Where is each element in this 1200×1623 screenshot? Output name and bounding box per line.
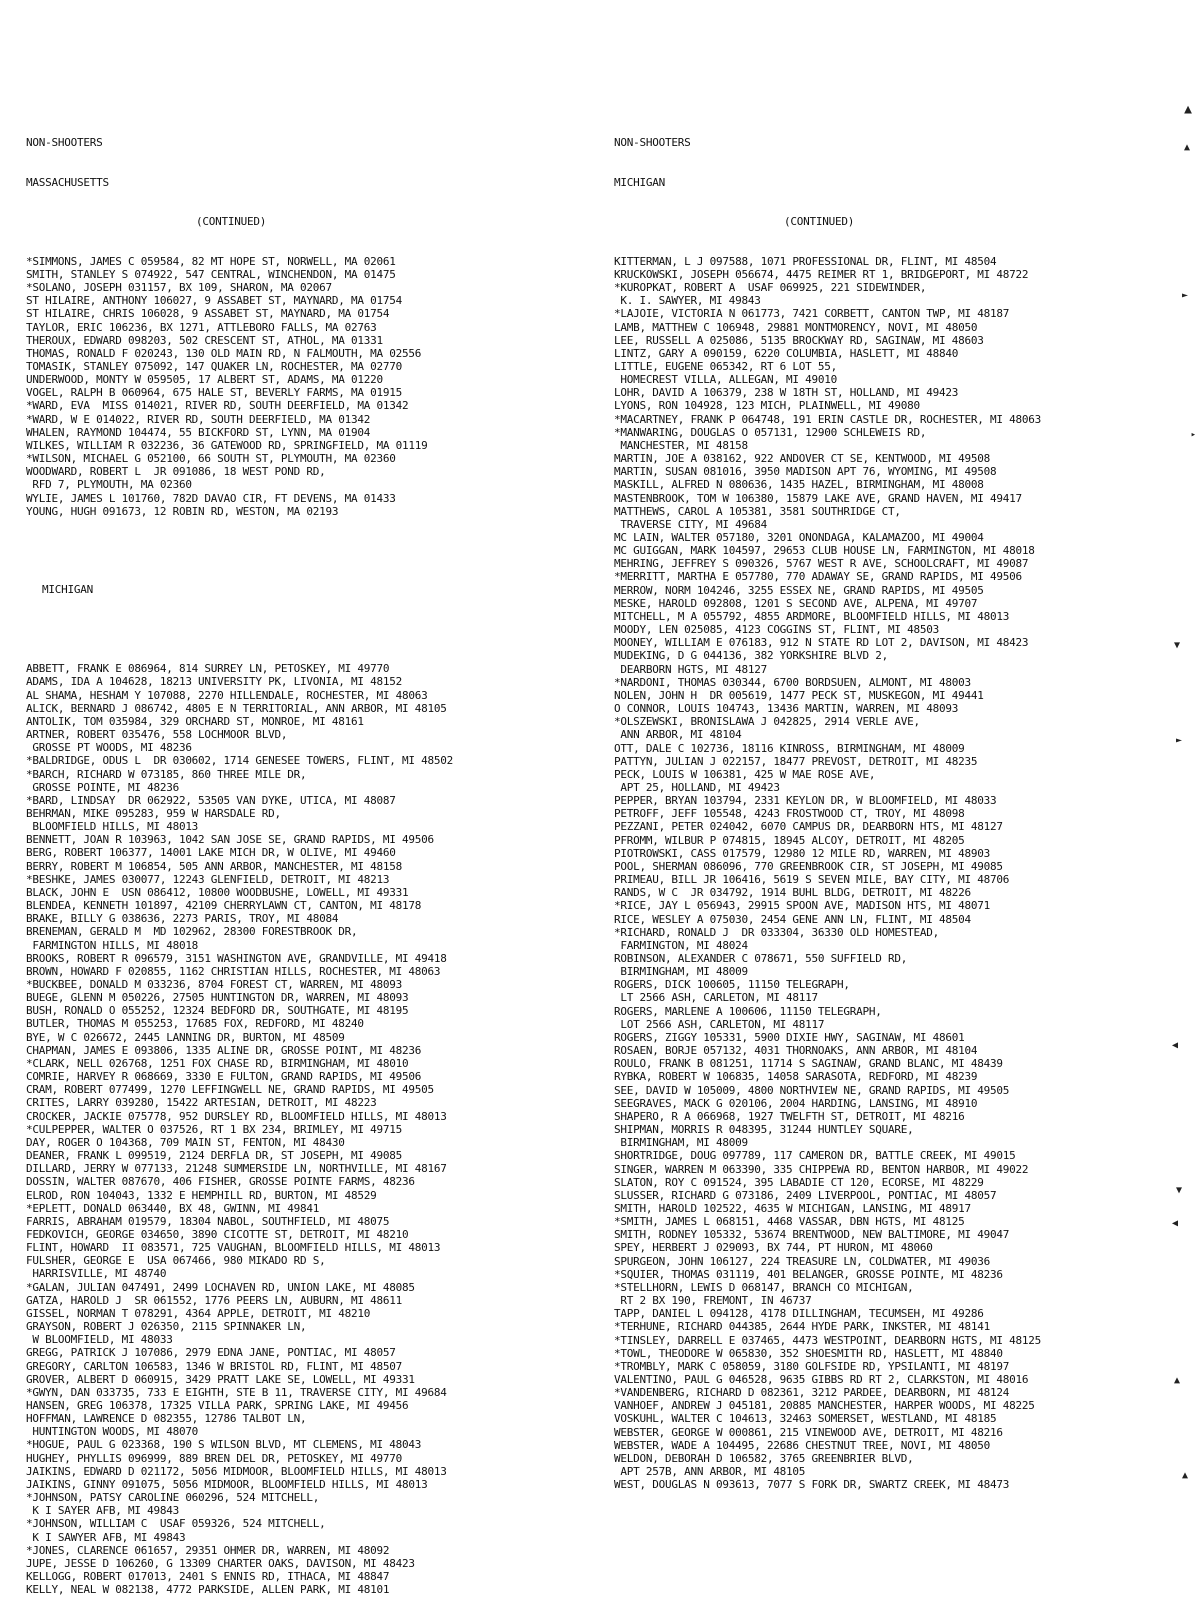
list-item: RYBKA, ROBERT W 106835, 14058 SARASOTA, REDFORD, MI 48239 xyxy=(614,1070,978,1084)
margin-arrow-icon: ► xyxy=(1181,290,1188,301)
list-item: WHALEN, RAYMOND 104474, 55 BICKFORD ST, LYNN, MA 01904 xyxy=(26,425,371,439)
margin-arrow-icon: ▲ xyxy=(1184,102,1192,117)
list-item: ABBETT, FRANK E 086964, 814 SURREY LN, PETOSKEY, MI 49770 xyxy=(26,662,390,676)
list-item: *TROMBLY, MARK C 058059, 3180 GOLFSIDE RD, YPSILANTI, MI 48197 xyxy=(614,1359,1010,1373)
list-item: SHORTRIDGE, DOUG 097789, 117 CAMERON DR, BATTLE CREEK, MI 49015 xyxy=(614,1149,1016,1163)
list-item: ROSAEN, BORJE 057132, 4031 THORNOAKS, ANN ARBOR, MI 48104 xyxy=(614,1044,978,1058)
left-entries-massachusetts xyxy=(26,255,596,518)
list-item: LITTLE, EUGENE 065342, RT 6 LOT 55, xyxy=(614,359,838,373)
list-item: PETROFF, JEFF 105548, 4243 FROSTWOOD CT, TROY, MI 48098 xyxy=(614,807,965,821)
list-item: VALENTINO, PAUL G 046528, 9635 GIBBS RD RT 2, CLARKSTON, MI 48016 xyxy=(614,1373,1029,1386)
list-item: OTT, DALE C 102736, 18116 KINROSS, BIRMINGHAM, MI 48009 xyxy=(614,741,965,755)
margin-marks xyxy=(1170,0,1200,1565)
list-item: YOUNG, HUGH 091673, 12 ROBIN RD, WESTON, MA 02193 xyxy=(26,504,339,518)
list-item: TRAVERSE CITY, MI 49684 xyxy=(614,517,767,531)
spacer xyxy=(26,623,596,636)
list-item: W BLOOMFIELD, MI 48033 xyxy=(26,1333,173,1347)
list-item: SMITH, STANLEY S 074922, 547 CENTRAL, WINCHENDON, MA 01475 xyxy=(26,267,396,281)
list-item: WILKES, WILLIAM R 032236, 36 GATEWOOD RD, SPRINGFIELD, MA 01119 xyxy=(26,438,428,452)
list-item: *MANWARING, DOUGLAS O 057131, 12900 SCHLEWEIS RD, xyxy=(614,425,927,439)
list-item: GROSSE POINTE, MI 48236 xyxy=(26,780,179,794)
list-item: *CLARK, NELL 026768, 1251 FOX CHASE RD, BIRMINGHAM, MI 48010 xyxy=(26,1056,409,1070)
list-item: *TINSLEY, DARRELL E 037465, 4473 WESTPOINT, DEARBORN HGTS, MI 48125 xyxy=(614,1333,1041,1347)
list-item: MOONEY, WILLIAM E 076183, 912 N STATE RD LOT 2, DAVISON, MI 48423 xyxy=(614,636,1029,650)
list-item: SLUSSER, RICHARD G 073186, 2409 LIVERPOOL, PONTIAC, MI 48057 xyxy=(614,1188,997,1202)
list-item: *SIMMONS, JAMES C 059584, 82 MT HOPE ST, NORWELL, MA 02061 xyxy=(26,254,396,268)
list-item: WYLIE, JAMES L 101760, 782D DAVAO CIR, FT DEVENS, MA 01433 xyxy=(26,491,396,505)
list-item: *KUROPKAT, ROBERT A USAF 069925, 221 SIDEWINDER, xyxy=(614,281,927,295)
list-item: PEPPER, BRYAN 103794, 2331 KEYLON DR, W BLOOMFIELD, MI 48033 xyxy=(614,794,997,808)
list-item: ROGERS, ZIGGY 105331, 5900 DIXIE HWY, SAGINAW, MI 48601 xyxy=(614,1030,965,1044)
list-item: K I SAYER AFB, MI 49843 xyxy=(26,1504,179,1518)
list-item: ANTOLIK, TOM 035984, 329 ORCHARD ST, MONROE, MI 48161 xyxy=(26,714,364,728)
list-item: *SQUIER, THOMAS 031119, 401 BELANGER, GROSSE POINTE, MI 48236 xyxy=(614,1267,1003,1281)
list-item: LINTZ, GARY A 090159, 6220 COLUMBIA, HASLETT, MI 48840 xyxy=(614,346,959,360)
list-item: MC LAIN, WALTER 057180, 3201 ONONDAGA, KALAMAZOO, MI 49004 xyxy=(614,531,984,544)
list-item: *WILSON, MICHAEL G 052100, 66 SOUTH ST, PLYMOUTH, MA 02360 xyxy=(26,452,396,466)
list-item: DAY, ROGER O 104368, 709 MAIN ST, FENTON, MI 48430 xyxy=(26,1135,345,1149)
list-item: DILLARD, JERRY W 077133, 21248 SUMMERSIDE LN, NORTHVILLE, MI 48167 xyxy=(26,1162,447,1176)
list-item: *BUCKBEE, DONALD M 033236, 8704 FOREST CT, WARREN, MI 48093 xyxy=(26,978,402,991)
list-item: PEZZANI, PETER 024042, 6070 CAMPUS DR, DEARBORN HTS, MI 48127 xyxy=(614,820,1003,834)
list-item: POOL, SHERMAN 086096, 770 GREENBROOK CIR, ST JOSEPH, MI 49085 xyxy=(614,859,1003,873)
list-item: RICE, WESLEY A 075030, 2454 GENE ANN LN, FLINT, MI 48504 xyxy=(614,912,971,926)
list-item: ST HILAIRE, ANTHONY 106027, 9 ASSABET ST, MAYNARD, MA 01754 xyxy=(26,294,402,308)
list-item: PFROMM, WILBUR P 074815, 18945 ALCOY, DETROIT, MI 48205 xyxy=(614,833,965,847)
list-item: GISSEL, NORMAN T 078291, 4364 APPLE, DETROIT, MI 48210 xyxy=(26,1306,371,1320)
margin-arrow-icon: ► xyxy=(1175,735,1182,746)
list-item: FLINT, HOWARD II 083571, 725 VAUGHAN, BLOOMFIELD HILLS, MI 48013 xyxy=(26,1241,441,1255)
list-item: COMRIE, HARVEY R 068669, 3330 E FULTON, GRAND RAPIDS, MI 49506 xyxy=(26,1070,422,1084)
list-item: KELLY, NEAL W 082138, 4772 PARKSIDE, ALLEN PARK, MI 48101 xyxy=(26,1583,390,1597)
list-item: APT 257B, ANN ARBOR, MI 48105 xyxy=(614,1465,806,1479)
margin-arrow-icon: ▼ xyxy=(1175,1185,1182,1196)
list-item: BRAKE, BILLY G 038636, 2273 PARIS, TROY, MI 48084 xyxy=(26,912,339,926)
section-heading-michigan: MICHIGAN xyxy=(42,583,93,597)
list-item: WEBSTER, WADE A 104495, 22686 CHESTNUT TREE, NOVI, MI 48050 xyxy=(614,1438,990,1452)
list-item: MESKE, HAROLD 092808, 1201 S SECOND AVE, ALPENA, MI 49707 xyxy=(614,596,978,610)
list-item: MEHRING, JEFFREY S 090326, 5767 WEST R AVE, SCHOOLCRAFT, MI 49087 xyxy=(614,557,1029,571)
list-item: FEDKOVICH, GEORGE 034650, 3890 CICOTTE ST, DETROIT, MI 48210 xyxy=(26,1227,409,1241)
list-item: ROBINSON, ALEXANDER C 078671, 550 SUFFIELD RD, xyxy=(614,952,908,965)
list-item: KRUCKOWSKI, JOSEPH 056674, 4475 REIMER RT 1, BRIDGEPORT, MI 48722 xyxy=(614,267,1029,281)
list-item: K I SAWYER AFB, MI 49843 xyxy=(26,1530,186,1544)
list-item: JAIKINS, GINNY 091075, 5056 MIDMOOR, BLOOMFIELD HILLS, MI 48013 xyxy=(26,1477,428,1491)
list-item: KITTERMAN, L J 097588, 1071 PROFESSIONAL DR, FLINT, MI 48504 xyxy=(614,254,997,268)
left-column xyxy=(26,110,596,1623)
list-item: SMITH, RODNEY 105332, 53674 BRENTWOOD, NEW BALTIMORE, MI 49047 xyxy=(614,1228,1010,1242)
list-item: LOHR, DAVID A 106379, 238 W 18TH ST, HOLLAND, MI 49423 xyxy=(614,386,959,400)
list-item: MANCHESTER, MI 48158 xyxy=(614,438,748,452)
list-item: PECK, LOUIS W 106381, 425 W MAE ROSE AVE, xyxy=(614,767,876,781)
list-item: MASTENBROOK, TOM W 106380, 15879 LAKE AVE, GRAND HAVEN, MI 49417 xyxy=(614,491,1022,505)
list-item: BUSH, RONALD O 055252, 12324 BEDFORD DR, SOUTHGATE, MI 48195 xyxy=(26,1004,409,1018)
list-item: WELDON, DEBORAH D 106582, 3765 GREENBRIER BLVD, xyxy=(614,1451,914,1465)
list-item: *MERRITT, MARTHA E 057780, 770 ADAWAY SE, GRAND RAPIDS, MI 49506 xyxy=(614,570,1022,584)
list-item: *WARD, W E 014022, RIVER RD, SOUTH DEERFIELD, MA 01342 xyxy=(26,412,371,426)
right-continued: (CONTINUED) xyxy=(784,215,855,229)
margin-arrow-icon: ▲ xyxy=(1173,1375,1180,1386)
list-item: *JONES, CLARENCE 061657, 29351 OHMER DR, WARREN, MI 48092 xyxy=(26,1543,390,1557)
list-item: GROSSE PT WOODS, MI 48236 xyxy=(26,741,192,755)
list-item: MERROW, NORM 104246, 3255 ESSEX NE, GRAND RAPIDS, MI 49505 xyxy=(614,583,984,597)
list-item: *HOGUE, PAUL G 023368, 190 S WILSON BLVD, MT CLEMENS, MI 48043 xyxy=(26,1438,422,1452)
list-item: *SMITH, JAMES L 068151, 4468 VASSAR, DBN HGTS, MI 48125 xyxy=(614,1215,965,1229)
list-item: APT 25, HOLLAND, MI 49423 xyxy=(614,780,780,794)
list-item: ALICK, BERNARD J 086742, 4805 E N TERRITORIAL, ANN ARBOR, MI 48105 xyxy=(26,701,447,715)
list-item: CRAM, ROBERT 077499, 1270 LEFFINGWELL NE, GRAND RAPIDS, MI 49505 xyxy=(26,1083,434,1097)
list-item: GROVER, ALBERT D 060915, 3429 PRATT LAKE SE, LOWELL, MI 49331 xyxy=(26,1372,415,1386)
list-item: GRAYSON, ROBERT J 026350, 2115 SPINNAKER LN, xyxy=(26,1320,307,1334)
list-item: BEHRMAN, MIKE 095283, 959 W HARSDALE RD, xyxy=(26,806,281,820)
list-item: BIRMINGHAM, MI 48009 xyxy=(614,965,748,979)
left-heading: NON-SHOOTERS xyxy=(26,136,103,150)
list-item: CHAPMAN, JAMES E 093806, 1335 ALINE DR, GROSSE POINT, MI 48236 xyxy=(26,1043,422,1057)
list-item: ST HILAIRE, CHRIS 106028, 9 ASSABET ST, MAYNARD, MA 01754 xyxy=(26,307,390,321)
list-item: JAIKINS, EDWARD D 021172, 5056 MIDMOOR, BLOOMFIELD HILLS, MI 48013 xyxy=(26,1464,447,1478)
list-item: JUPE, JESSE D 106260, G 13309 CHARTER OAKS, DAVISON, MI 48423 xyxy=(26,1556,415,1570)
list-item: RANDS, W C JR 034792, 1914 BUHL BLDG, DETROIT, MI 48226 xyxy=(614,886,971,900)
list-item: DEANER, FRANK L 099519, 2124 DERFLA DR, ST JOSEPH, MI 49085 xyxy=(26,1149,402,1163)
margin-arrow-icon: ▲ xyxy=(1181,1470,1188,1481)
list-item: MUDEKING, D G 044136, 382 YORKSHIRE BLVD 2, xyxy=(614,649,889,663)
spacer xyxy=(26,544,596,557)
list-item: AL SHAMA, HESHAM Y 107088, 2270 HILLENDALE, ROCHESTER, MI 48063 xyxy=(26,688,428,702)
list-item: ARTNER, ROBERT 035476, 558 LOCHMOOR BLVD, xyxy=(26,728,288,742)
list-item: BERRY, ROBERT M 106854, 505 ANN ARBOR, MANCHESTER, MI 48158 xyxy=(26,859,402,873)
list-item: BROOKS, ROBERT R 096579, 3151 WASHINGTON AVE, GRANDVILLE, MI 49418 xyxy=(26,951,447,965)
list-item: K. I. SAWYER, MI 49843 xyxy=(614,294,761,308)
list-item: VOGEL, RALPH B 060964, 675 HALE ST, BEVERLY FARMS, MA 01915 xyxy=(26,386,402,400)
list-item: *SOLANO, JOSEPH 031157, BX 109, SHARON, MA 02067 xyxy=(26,281,332,295)
list-item: GREGORY, CARLTON 106583, 1346 W BRISTOL RD, FLINT, MI 48507 xyxy=(26,1359,402,1373)
margin-arrow-icon: ◀ xyxy=(1171,1040,1178,1051)
list-item: PRIMEAU, BILL JR 106416, 5619 S SEVEN MILE, BAY CITY, MI 48706 xyxy=(614,873,1010,887)
list-item: BLACK, JOHN E USN 086412, 10800 WOODBUSHE, LOWELL, MI 49331 xyxy=(26,885,409,899)
list-item: VANHOEF, ANDREW J 045181, 20885 MANCHESTER, HARPER WOODS, MI 48225 xyxy=(614,1399,1035,1413)
list-item: LYONS, RON 104928, 123 MICH, PLAINWELL, MI 49080 xyxy=(614,399,920,413)
right-entries-michigan xyxy=(614,255,1174,1492)
list-item: LT 2566 ASH, CARLETON, MI 48117 xyxy=(614,991,818,1005)
list-item: HUGHEY, PHYLLIS 096999, 889 BREN DEL DR, PETOSKEY, MI 49770 xyxy=(26,1451,402,1465)
list-item: SPEY, HERBERT J 029093, BX 744, PT HURON, MI 48060 xyxy=(614,1241,933,1255)
list-item: WEST, DOUGLAS N 093613, 7077 S FORK DR, SWARTZ CREEK, MI 48473 xyxy=(614,1478,1010,1492)
right-column xyxy=(614,110,1174,1518)
list-item: SPURGEON, JOHN 106127, 224 TREASURE LN, COLDWATER, MI 49036 xyxy=(614,1254,990,1268)
list-item: BERG, ROBERT 106377, 14001 LAKE MICH DR, W OLIVE, MI 49460 xyxy=(26,846,396,860)
list-item: HOFFMAN, LAWRENCE D 082355, 12786 TALBOT LN, xyxy=(26,1412,307,1426)
list-item: *RICHARD, RONALD J DR 033304, 36330 OLD HOMESTEAD, xyxy=(614,925,940,939)
list-item: *STELLHORN, LEWIS D 068147, BRANCH CO MICHIGAN, xyxy=(614,1280,914,1294)
margin-arrow-icon: ▼ xyxy=(1173,640,1180,651)
list-item: BLOOMFIELD HILLS, MI 48013 xyxy=(26,820,199,834)
list-item: HARRISVILLE, MI 48740 xyxy=(26,1267,167,1281)
list-item: LAMB, MATTHEW C 106948, 29881 MONTMORENCY, NOVI, MI 48050 xyxy=(614,320,978,334)
list-item: BIRMINGHAM, MI 48009 xyxy=(614,1136,748,1150)
right-state: MICHIGAN xyxy=(614,175,665,189)
list-item: MARTIN, SUSAN 081016, 3950 MADISON APT 76, WYOMING, MI 49508 xyxy=(614,465,997,479)
right-heading: NON-SHOOTERS xyxy=(614,136,691,150)
list-item: DEARBORN HGTS, MI 48127 xyxy=(614,662,767,676)
list-item: RT 2 BX 190, FREMONT, IN 46737 xyxy=(614,1294,812,1308)
list-item: *VANDENBERG, RICHARD D 082361, 3212 PARDEE, DEARBORN, MI 48124 xyxy=(614,1386,1010,1400)
list-item: PATTYN, JULIAN J 022157, 18477 PREVOST, DETROIT, MI 48235 xyxy=(614,754,978,768)
list-item: TAYLOR, ERIC 106236, BX 1271, ATTLEBORO FALLS, MA 02763 xyxy=(26,320,377,334)
list-item: *EPLETT, DONALD 063440, BX 48, GWINN, MI 49841 xyxy=(26,1201,320,1215)
list-item: *GALAN, JULIAN 047491, 2499 LOCHAVEN RD, UNION LAKE, MI 48085 xyxy=(26,1280,415,1294)
list-item: BLENDEA, KENNETH 101897, 42109 CHERRYLAWN CT, CANTON, MI 48178 xyxy=(26,899,422,913)
list-item: BROWN, HOWARD F 020855, 1162 CHRISTIAN HILLS, ROCHESTER, MI 48063 xyxy=(26,964,441,978)
list-item: UNDERWOOD, MONTY W 059505, 17 ALBERT ST, ADAMS, MA 01220 xyxy=(26,373,383,387)
list-item: *CULPEPPER, WALTER O 037526, RT 1 BX 234, BRIMLEY, MI 49715 xyxy=(26,1122,402,1136)
list-item: *JOHNSON, PATSY CAROLINE 060296, 524 MITCHELL, xyxy=(26,1491,320,1505)
list-item: MITCHELL, M A 055792, 4855 ARDMORE, BLOOMFIELD HILLS, MI 48013 xyxy=(614,609,1010,623)
list-item: *BESHKE, JAMES 030077, 12243 GLENFIELD, DETROIT, MI 48213 xyxy=(26,872,390,886)
list-item: BUEGE, GLENN M 050226, 27505 HUNTINGTON DR, WARREN, MI 48093 xyxy=(26,991,409,1005)
list-item: SEEGRAVES, MACK G 020106, 2004 HARDING, LANSING, MI 48910 xyxy=(614,1096,978,1110)
list-item: ROGERS, MARLENE A 100606, 11150 TELEGRAPH, xyxy=(614,1004,882,1018)
list-item: ADAMS, IDA A 104628, 18213 UNIVERSITY PK, LIVONIA, MI 48152 xyxy=(26,675,402,689)
list-item: TAPP, DANIEL L 094128, 4178 DILLINGHAM, TECUMSEH, MI 49286 xyxy=(614,1307,984,1321)
list-item: LEE, RUSSELL A 025086, 5135 BROCKWAY RD, SAGINAW, MI 48603 xyxy=(614,333,984,347)
list-item: O CONNOR, LOUIS 104743, 13436 MARTIN, WARREN, MI 48093 xyxy=(614,702,959,716)
list-item: SLATON, ROY C 091524, 395 LABADIE CT 120, ECORSE, MI 48229 xyxy=(614,1175,984,1189)
list-item: WOODWARD, ROBERT L JR 091086, 18 WEST POND RD, xyxy=(26,465,326,479)
list-item: SHAPERO, R A 066968, 1927 TWELFTH ST, DETROIT, MI 48216 xyxy=(614,1109,965,1123)
list-item: *BARCH, RICHARD W 073185, 860 THREE MILE DR, xyxy=(26,767,307,781)
list-item: FARRIS, ABRAHAM 019579, 18304 NABOL, SOUTHFIELD, MI 48075 xyxy=(26,1214,390,1228)
list-item: WEBSTER, GEORGE W 000861, 215 VINEWOOD AVE, DETROIT, MI 48216 xyxy=(614,1425,1003,1439)
list-item: MARTIN, JOE A 038162, 922 ANDOVER CT SE, KENTWOOD, MI 49508 xyxy=(614,452,990,466)
list-item: HANSEN, GREG 106378, 17325 VILLA PARK, SPRING LAKE, MI 49456 xyxy=(26,1399,409,1412)
list-item: *JOHNSON, WILLIAM C USAF 059326, 524 MITCHELL, xyxy=(26,1517,326,1531)
list-item: MC GUIGGAN, MARK 104597, 29653 CLUB HOUSE LN, FARMINGTON, MI 48018 xyxy=(614,544,1035,558)
list-item: ROULO, FRANK B 081251, 11714 S SAGINAW, GRAND BLANC, MI 48439 xyxy=(614,1057,1003,1071)
list-item: *OLSZEWSKI, BRONISLAWA J 042825, 2914 VERLE AVE, xyxy=(614,715,920,729)
margin-arrow-icon: ▲ xyxy=(1183,142,1190,153)
list-item: *NARDONI, THOMAS 030344, 6700 BORDSUEN, ALMONT, MI 48003 xyxy=(614,675,971,689)
list-item: SMITH, HAROLD 102522, 4635 W MICHIGAN, LANSING, MI 48917 xyxy=(614,1201,971,1215)
list-item: *RICE, JAY L 056943, 29915 SPOON AVE, MADISON HTS, MI 48071 xyxy=(614,899,990,913)
list-item: MOODY, LEN 025085, 4123 COGGINS ST, FLINT, MI 48503 xyxy=(614,623,940,637)
left-entries-michigan xyxy=(26,662,596,1596)
left-state: MASSACHUSETTS xyxy=(26,175,109,189)
left-continued: (CONTINUED) xyxy=(196,215,267,229)
list-item: HOMECREST VILLA, ALLEGAN, MI 49010 xyxy=(614,373,838,387)
margin-arrow-icon: ▸ xyxy=(1190,430,1196,440)
margin-arrow-icon: ◀ xyxy=(1171,1218,1178,1229)
list-item: MASKILL, ALFRED N 080636, 1435 HAZEL, BIRMINGHAM, MI 48008 xyxy=(614,478,984,492)
list-item: GATZA, HAROLD J SR 061552, 1776 PEERS LN, AUBURN, MI 48611 xyxy=(26,1293,402,1307)
list-item: *TOWL, THEODORE W 065830, 352 SHOESMITH RD, HASLETT, MI 48840 xyxy=(614,1346,1003,1360)
list-item: KELLOGG, ROBERT 017013, 2401 S ENNIS RD, ITHACA, MI 48847 xyxy=(26,1570,390,1584)
list-item: CROCKER, JACKIE 075778, 952 DURSLEY RD, BLOOMFIELD HILLS, MI 48013 xyxy=(26,1109,447,1123)
list-item: *MACARTNEY, FRANK P 064748, 191 ERIN CASTLE DR, ROCHESTER, MI 48063 xyxy=(614,412,1041,426)
list-item: CRITES, LARRY 039280, 15422 ARTESIAN, DETROIT, MI 48223 xyxy=(26,1096,377,1110)
list-item: *WARD, EVA MISS 014021, RIVER RD, SOUTH DEERFIELD, MA 01342 xyxy=(26,399,409,413)
list-item: RFD 7, PLYMOUTH, MA 02360 xyxy=(26,478,192,492)
list-item: *LAJOIE, VICTORIA N 061773, 7421 CORBETT, CANTON TWP, MI 48187 xyxy=(614,307,1010,321)
list-item: FULSHER, GEORGE E USA 067466, 980 MIKADO RD S, xyxy=(26,1254,326,1268)
list-item: PIOTROWSKI, CASS 017579, 12980 12 MILE RD, WARREN, MI 48903 xyxy=(614,846,990,860)
list-item: BYE, W C 026672, 2445 LANNING DR, BURTON, MI 48509 xyxy=(26,1030,345,1044)
list-item: FARMINGTON HILLS, MI 48018 xyxy=(26,938,199,952)
list-item: GREGG, PATRICK J 107086, 2979 EDNA JANE, PONTIAC, MI 48057 xyxy=(26,1346,396,1360)
list-item: BRENEMAN, GERALD M MD 102962, 28300 FORESTBROOK DR, xyxy=(26,925,358,939)
list-item: *BALDRIDGE, ODUS L DR 030602, 1714 GENESEE TOWERS, FLINT, MI 48502 xyxy=(26,754,453,768)
list-item: THEROUX, EDWARD 098203, 502 CRESCENT ST, ATHOL, MA 01331 xyxy=(26,333,383,347)
list-item: *BARD, LINDSAY DR 062922, 53505 VAN DYKE, UTICA, MI 48087 xyxy=(26,793,396,807)
list-item: SEE, DAVID W 105009, 4800 NORTHVIEW NE, GRAND RAPIDS, MI 49505 xyxy=(614,1083,1010,1097)
list-item: THOMAS, RONALD F 020243, 130 OLD MAIN RD, N FALMOUTH, MA 02556 xyxy=(26,346,422,360)
list-item: ELROD, RON 104043, 1332 E HEMPHILL RD, BURTON, MI 48529 xyxy=(26,1188,377,1202)
list-item: DOSSIN, WALTER 087670, 406 FISHER, GROSSE POINTE FARMS, 48236 xyxy=(26,1175,415,1189)
list-item: NOLEN, JOHN H DR 005619, 1477 PECK ST, MUSKEGON, MI 49441 xyxy=(614,688,984,702)
list-item: *GWYN, DAN 033735, 733 E EIGHTH, STE B 11, TRAVERSE CITY, MI 49684 xyxy=(26,1385,447,1399)
list-item: SINGER, WARREN M 063390, 335 CHIPPEWA RD, BENTON HARBOR, MI 49022 xyxy=(614,1162,1029,1176)
list-item: ROGERS, DICK 100605, 11150 TELEGRAPH, xyxy=(614,978,850,992)
list-item: VOSKUHL, WALTER C 104613, 32463 SOMERSET, WESTLAND, MI 48185 xyxy=(614,1412,997,1426)
list-item: TOMASIK, STANLEY 075092, 147 QUAKER LN, ROCHESTER, MA 02770 xyxy=(26,359,402,373)
list-item: BUTLER, THOMAS M 055253, 17685 FOX, REDFORD, MI 48240 xyxy=(26,1017,364,1031)
list-item: HUNTINGTON WOODS, MI 48070 xyxy=(26,1425,199,1439)
list-item: FARMINGTON, MI 48024 xyxy=(614,938,748,952)
list-item: LOT 2566 ASH, CARLETON, MI 48117 xyxy=(614,1017,825,1031)
list-item: MATTHEWS, CAROL A 105381, 3581 SOUTHRIDGE CT, xyxy=(614,504,901,518)
list-item: *TERHUNE, RICHARD 044385, 2644 HYDE PARK, INKSTER, MI 48141 xyxy=(614,1320,990,1334)
list-item: BENNETT, JOAN R 103963, 1042 SAN JOSE SE, GRAND RAPIDS, MI 49506 xyxy=(26,833,434,847)
list-item: ANN ARBOR, MI 48104 xyxy=(614,728,742,742)
list-item: SHIPMAN, MORRIS R 048395, 31244 HUNTLEY SQUARE, xyxy=(614,1123,914,1137)
